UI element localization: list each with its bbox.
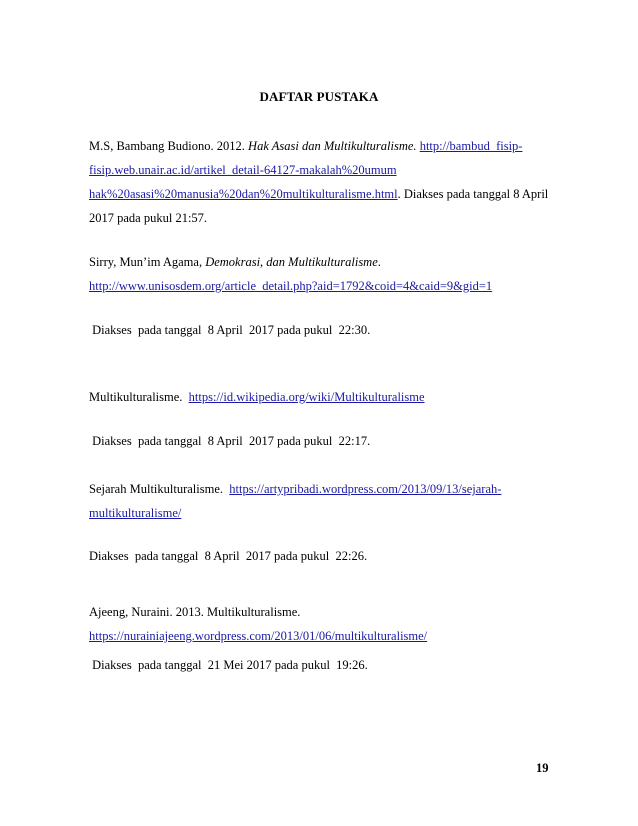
- ref2-link[interactable]: http://www.unisosdem.org/article_detail.php?aid=1792&coid=4&caid=9&gid=1: [89, 279, 493, 293]
- ref2-book-title: Demokrasi, dan Multikulturalisme: [205, 255, 378, 269]
- ref5-link[interactable]: https://nurainiajeeng.wordpress.com/2013/01/06/multikulturalisme/: [89, 629, 428, 643]
- ref5-access: Diakses pada tanggal 21 Mei 2017 pada pukul 19:26.: [89, 658, 368, 672]
- ref1-line4: [89, 211, 207, 226]
- ref1-book-title: Hak Asasi dan Multikulturalisme.: [248, 139, 417, 153]
- ref1-access-text: . Diakses pada tanggal 8 April: [397, 187, 549, 201]
- ref4-link-part2[interactable]: multikulturalisme/: [89, 506, 182, 520]
- ref2-book-end: .: [377, 255, 381, 269]
- ref1-link-part2[interactable]: fisip.web.unair.ac.id/artikel_detail-64127-makalah%20umum: [89, 163, 397, 177]
- ref2-line1: [89, 255, 381, 270]
- ref3-access: Diakses pada tanggal 8 April 2017 pada pukul 22:17.: [89, 434, 371, 448]
- ref4-link-part1[interactable]: https://artypribadi.wordpress.com/2013/09/13/sejarah-: [229, 482, 502, 496]
- ref4-line1: [89, 482, 501, 497]
- ref1-link-part3[interactable]: hak%20asasi%20manusia%20dan%20multikulturalisme.html: [89, 187, 398, 201]
- ref1-author: M.S, Bambang Budiono. 2012.: [89, 139, 245, 153]
- ref1-line2: [89, 163, 397, 178]
- ref1-link-part1[interactable]: http://bambud_fisip-: [419, 139, 523, 153]
- ref3-author: Multikulturalisme.: [89, 390, 183, 404]
- ref2-line2: [89, 279, 492, 294]
- ref1-line1: [89, 139, 522, 154]
- page-number: 19: [536, 761, 549, 775]
- ref4-access: Diakses pada tanggal 8 April 2017 pada pukul 22:26.: [89, 549, 368, 563]
- page-title: DAFTAR PUSTAKA: [259, 89, 379, 104]
- ref4-author: Sejarah Multikulturalisme.: [89, 482, 224, 496]
- ref1-access-date: 2017 pada pukul 21:57.: [89, 211, 208, 225]
- ref4-line2: [89, 506, 181, 521]
- ref2-access: Diakses pada tanggal 8 April 2017 pada pukul 22:30.: [89, 323, 371, 337]
- ref2-author: Sirry, Mun’im Agama,: [89, 255, 203, 269]
- ref3-link[interactable]: https://id.wikipedia.org/wiki/Multikulturalisme: [188, 390, 425, 404]
- ref5-line2: [89, 629, 427, 644]
- ref5-author: Ajeeng, Nuraini. 2013. Multikulturalisme.: [89, 605, 301, 619]
- ref3-line1: [89, 390, 425, 405]
- ref5-line1: [89, 605, 300, 620]
- ref1-line3: [89, 187, 548, 202]
